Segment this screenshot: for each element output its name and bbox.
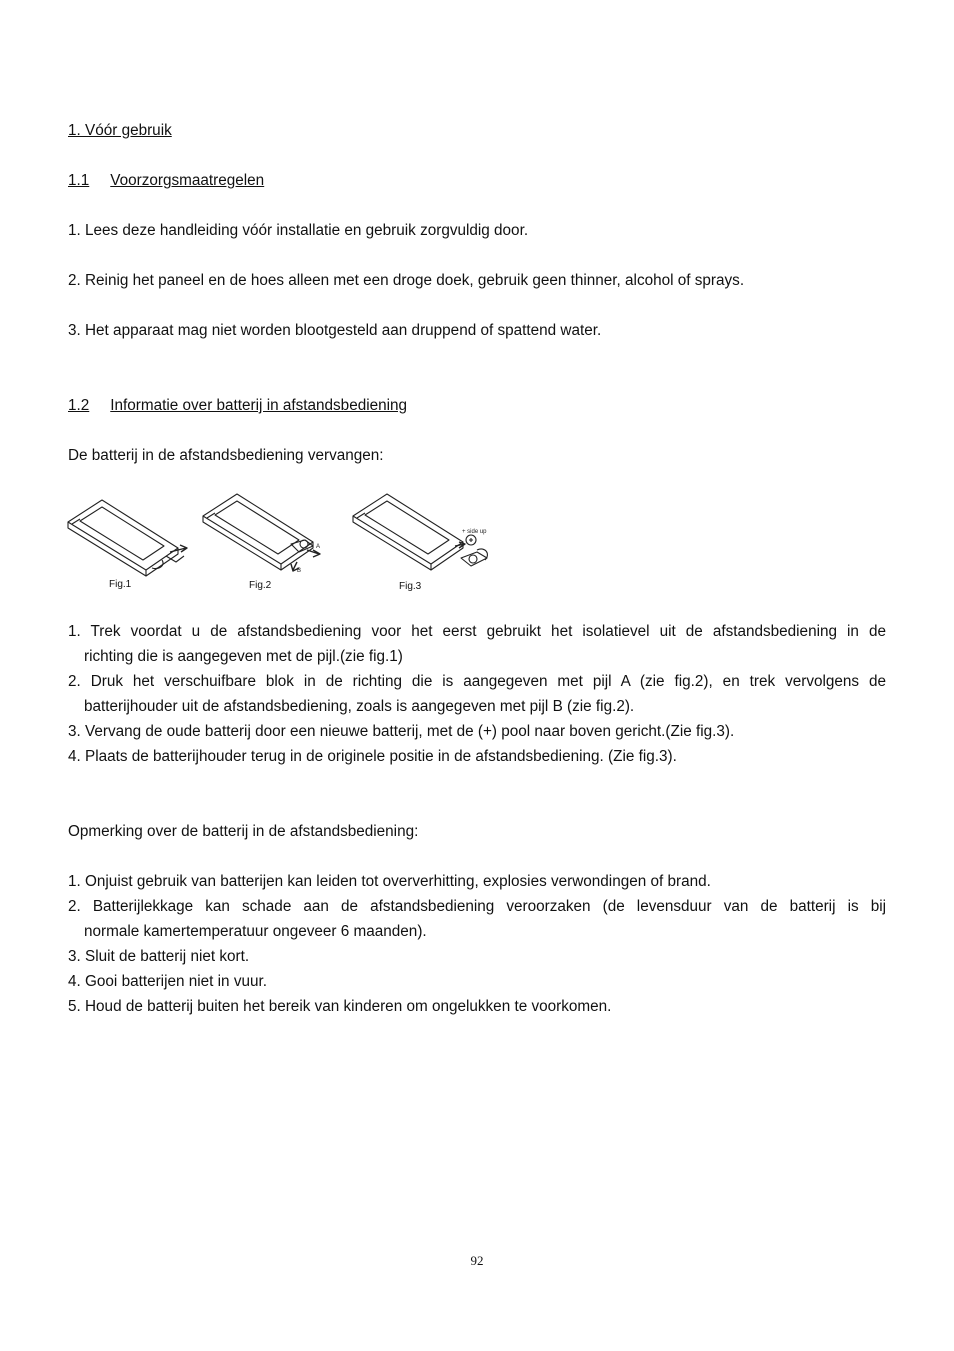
replace-intro: De batterij in de afstandsbediening vervangen: [68, 447, 384, 464]
step-1: 1. Trek voordat u de afstandsbediening voor het eerst gebruikt het isolatievel uit de afstandsbediening in de [68, 623, 886, 640]
label-a: A [316, 544, 321, 550]
note-title: Opmerking over de batterij in de afstandsbediening: [68, 823, 419, 840]
subsection-number: 1.2 [68, 397, 90, 414]
battery-notes [68, 869, 886, 1019]
note-5: 5. Houd de batterij buiten het bereik van kinderen om ongelukken te voorkomen. [68, 998, 612, 1015]
subsection-1-1 [68, 171, 264, 191]
section-title: 1. Vóór gebruik [68, 122, 172, 139]
fig3-caption: Fig.3 [399, 581, 422, 592]
note-2: 2. Batterijlekkage kan schade aan de afstandsbediening veroorzaken (de levensduur van de batterij is bij [68, 898, 886, 915]
step-4: 4. Plaats de batterijhouder terug in de originele positie in de afstandsbediening. (Zie fig.3). [68, 748, 677, 765]
subsection-title: Voorzorgsmaatregelen [110, 172, 265, 189]
fig2-caption: Fig.2 [249, 580, 272, 591]
note-1: 1. Onjuist gebruik van batterijen kan leiden tot oververhitting, explosies verwondingen of brand. [68, 873, 711, 890]
step-2-cont: batterijhouder uit de afstandsbediening, zoals is aangegeven met pijl B (zie fig.2). [84, 698, 635, 715]
fig1-remote-drawing [68, 500, 187, 576]
note-3: 3. Sluit de batterij niet kort. [68, 948, 250, 965]
page-number: 92 [470, 1253, 484, 1268]
subsection-number: 1.1 [68, 172, 90, 189]
remote-illustrations [66, 490, 506, 602]
subsection-1-2 [68, 396, 407, 416]
fig1-caption: Fig.1 [109, 579, 132, 590]
precaution-1: 1. Lees deze handleiding vóór installatie en gebruik zorgvuldig door. [68, 222, 529, 239]
subsection-title: Informatie over batterij in afstandsbediening [110, 397, 408, 414]
step-3: 3. Vervang de oude batterij door een nieuwe batterij, met de (+) pool naar boven gericht.(Zie fig.3). [68, 723, 735, 740]
note-2-cont: normale kamertemperatuur ongeveer 6 maanden). [84, 923, 427, 940]
label-b: B [297, 568, 302, 574]
precaution-2: 2. Reinig het paneel en de hoes alleen met een droge doek, gebruik geen thinner, alcohol of sprays. [68, 272, 745, 289]
precaution-3: 3. Het apparaat mag niet worden blootgesteld aan druppend of spattend water. [68, 322, 602, 339]
replacement-steps [68, 619, 886, 769]
fig2-remote-drawing [203, 494, 320, 571]
battery-figures [66, 490, 506, 602]
step-2: 2. Druk het verschuifbare blok in de richting die is aangegeven met pijl A (zie fig.2), en trek vervolgens de [68, 673, 886, 690]
note-4: 4. Gooi batterijen niet in vuur. [68, 973, 267, 990]
side-up-label: + side up [462, 529, 487, 535]
step-1-cont: richting die is aangegeven met de pijl.(zie fig.1) [84, 648, 403, 665]
